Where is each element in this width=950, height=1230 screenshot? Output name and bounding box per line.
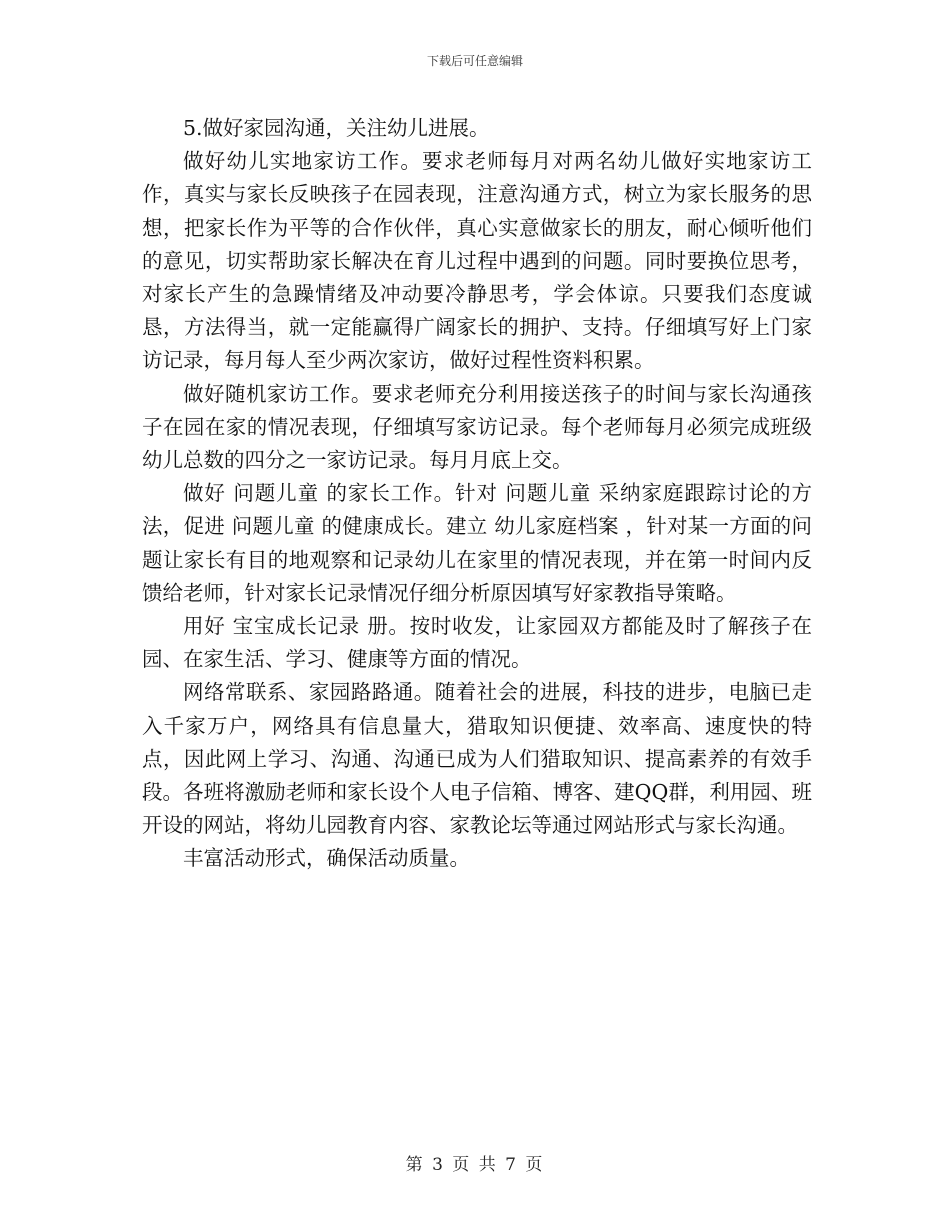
- paragraph-home-visit: 做好幼儿实地家访工作。要求老师每月对两名幼儿做好实地家访工作，真实与家长反映孩子在园表现，注意沟通方式，树立为家长服务的思想，把家长作为平等的合作伙伴，真心实意做家长的朋友，耐心倾听他们的意见，切实帮助家长解决在育儿过程中遇到的问题。同时要换位思考，对家长产生的急躁情绪及冲动要冷静思考，学会体谅。只要我们态度诚恳，方法得当，就一定能赢得广阔家长的拥护、支持。仔细填写好上门家访记录，每月每人至少两次家访，做好过程性资料积累。: [142, 149, 812, 373]
- paragraph-growth-record: 用好 宝宝成长记录 册。按时收发，让家园双方都能及时了解孩子在园、在家生活、学习、健康等方面的情况。: [142, 614, 812, 672]
- page-number: 第 3 页 共 7 页: [405, 1155, 545, 1175]
- document-body: [142, 112, 812, 876]
- section-heading: 5.做好家园沟通，关注幼儿进展。: [183, 116, 490, 140]
- page-header: 下载后可任意编辑: [426, 54, 523, 68]
- paragraph-problem-children: 做好 问题儿童 的家长工作。针对 问题儿童 采纳家庭跟踪讨论的方法，促进 问题儿童 的健康成长。建立 幼儿家庭档案 ，针对某一方面的问题让家长有目的地观察和记录幼儿在家里的情况表现，并在第一时间内反馈给老师，针对家长记录情况仔细分析原因填写好家教指导策略。: [142, 481, 812, 605]
- paragraph-activities: 丰富活动形式，确保活动质量。: [183, 846, 470, 871]
- paragraph-random-visit: 做好随机家访工作。要求老师充分利用接送孩子的时间与家长沟通孩子在园在家的情况表现，仔细填写家访记录。每个老师每月必须完成班级幼儿总数的四分之一家访记录。每月月底上交。: [142, 381, 812, 473]
- paragraph-network: 网络常联系、家园路路通。随着社会的进展，科技的进步，电脑已走入千家万户，网络具有信息量大，猎取知识便捷、效率高、速度快的特点，因此网上学习、沟通、沟通已成为人们猎取知识、提高素养的有效手段。各班将激励老师和家长设个人电子信箱、博客、建QQ群，利用园、班开设的网站，将幼儿园教育内容、家教论坛等通过网站形式与家长沟通。: [142, 680, 812, 838]
